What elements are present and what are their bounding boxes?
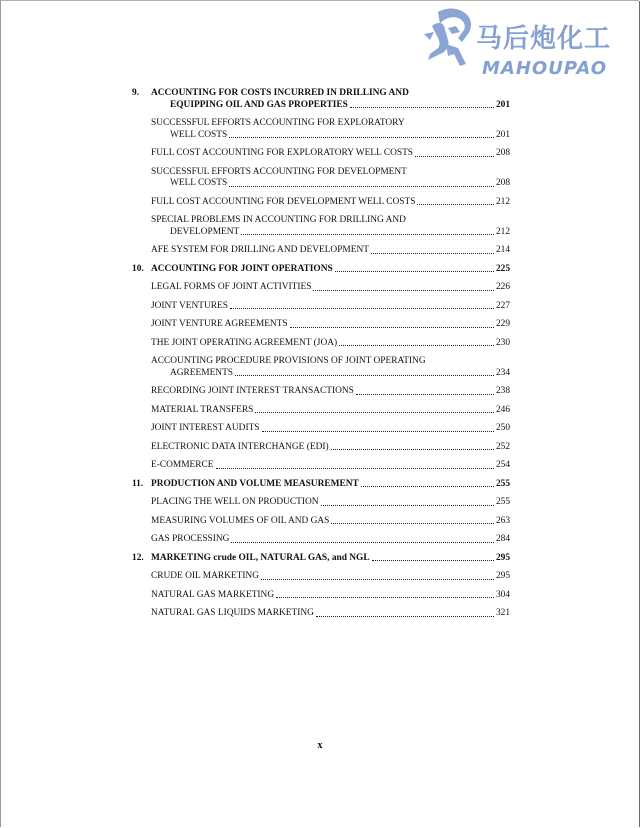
toc-line: [151, 148, 510, 160]
toc-section-entry: [132, 118, 510, 141]
entry-title: ACCOUNTING FOR JOINT OPERATIONS: [151, 263, 333, 274]
watermark-cn-text: 马后炮化工: [476, 24, 612, 54]
chapter-number: 10.: [132, 263, 144, 274]
toc-section-entry: [132, 590, 510, 602]
toc-line: [132, 88, 510, 100]
dot-leader: [261, 579, 494, 580]
toc-section-entry: [132, 356, 510, 379]
toc-section-entry: [132, 215, 510, 238]
toc-section-entry: [132, 405, 510, 417]
toc-line: [132, 553, 510, 565]
entry-title-continued: AGREEMENTS: [170, 367, 234, 378]
dot-leader: [255, 412, 494, 413]
entry-title: ACCOUNTING PROCEDURE PROVISIONS OF JOINT OPERATING: [151, 356, 426, 366]
dot-leader: [235, 375, 494, 376]
dot-leader: [313, 290, 494, 291]
toc-chapter-entry: [132, 553, 510, 565]
toc-line: [151, 460, 510, 472]
page-ref: 226: [495, 282, 510, 292]
page-ref: 201: [495, 99, 510, 110]
page-ref: 295: [495, 571, 510, 581]
page-ref: 304: [495, 589, 510, 600]
dot-leader: [372, 560, 494, 561]
entry-title: SUCCESSFUL EFFORTS ACCOUNTING FOR EXPLORATORY: [151, 118, 405, 128]
entry-title: PLACING THE WELL ON PRODUCTION: [151, 497, 319, 507]
toc-section-entry: [132, 571, 510, 583]
entry-title: MEASURING VOLUMES OF OIL AND GAS: [151, 515, 330, 526]
toc-section-entry: [132, 386, 510, 398]
page-ref: 255: [495, 478, 510, 489]
toc-section-entry: [132, 301, 510, 313]
toc-line: [151, 245, 510, 257]
dot-leader: [229, 137, 494, 138]
entry-title: FULL COST ACCOUNTING FOR DEVELOPMENT WELL COSTS: [151, 196, 416, 207]
dot-leader: [316, 616, 494, 617]
page-ref: 212: [495, 196, 510, 207]
page-ref: 234: [495, 367, 510, 378]
entry-title: JOINT VENTURE AGREEMENTS: [151, 319, 288, 329]
entry-title-continued: DEVELOPMENT: [170, 226, 240, 237]
toc-line: [151, 118, 510, 130]
page-ref: 208: [495, 148, 510, 158]
table-of-contents: [132, 88, 510, 627]
dot-leader: [290, 327, 494, 328]
toc-line: [151, 167, 510, 179]
entry-title: GAS PROCESSING: [151, 534, 230, 544]
toc-line: [151, 282, 510, 294]
chapter-number: 11.: [132, 478, 144, 489]
page-ref: 246: [495, 404, 510, 415]
toc-line: [151, 301, 510, 313]
toc-line: [151, 423, 510, 435]
page-ref: 230: [495, 337, 510, 348]
dot-leader: [371, 253, 494, 254]
entry-title: SPECIAL PROBLEMS IN ACCOUNTING FOR DRILLING AND: [151, 215, 406, 225]
toc-line: [151, 227, 510, 239]
entry-title: E-COMMERCE: [151, 460, 214, 470]
toc-line: [151, 215, 510, 227]
entry-title: CRUDE OIL MARKETING: [151, 571, 259, 581]
entry-title: JOINT VENTURES: [151, 300, 228, 311]
toc-line: [132, 264, 510, 276]
toc-line: [132, 100, 510, 112]
dot-leader: [361, 486, 494, 487]
dot-leader: [356, 394, 494, 395]
toc-section-entry: [132, 497, 510, 509]
entry-title: LEGAL FORMS OF JOINT ACTIVITIES: [151, 282, 312, 292]
page-ref: 321: [495, 608, 510, 618]
toc-section-entry: [132, 442, 510, 454]
page-ref: 254: [495, 460, 510, 470]
entry-title: ELECTRONIC DATA INTERCHANGE (EDI): [151, 441, 329, 452]
toc-line: [151, 534, 510, 546]
entry-title-continued: EQUIPPING OIL AND GAS PROPERTIES: [170, 99, 348, 110]
dot-leader: [321, 505, 494, 506]
page-ref: 295: [495, 552, 510, 563]
dot-leader: [417, 204, 494, 205]
entry-title: RECORDING JOINT INTEREST TRANSACTIONS: [151, 386, 354, 396]
toc-section-entry: [132, 423, 510, 435]
toc-line: [151, 356, 510, 368]
dot-leader: [231, 542, 494, 543]
entry-title: PRODUCTION AND VOLUME MEASUREMENT: [151, 478, 359, 489]
entry-title: THE JOINT OPERATING AGREEMENT (JOA): [151, 337, 338, 348]
dot-leader: [335, 271, 494, 272]
toc-line: [132, 479, 510, 491]
toc-line: [151, 338, 510, 350]
dot-leader: [216, 468, 494, 469]
toc-section-entry: [132, 319, 510, 331]
toc-line: [151, 608, 510, 620]
entry-title: NATURAL GAS LIQUIDS MARKETING: [151, 608, 314, 618]
page-ref: 252: [495, 441, 510, 452]
toc-section-entry: [132, 608, 510, 620]
page-ref: 227: [495, 300, 510, 311]
dot-leader: [229, 186, 494, 187]
toc-section-entry: [132, 282, 510, 294]
page-ref: 238: [495, 386, 510, 396]
dot-leader: [276, 597, 494, 598]
page-ref: 225: [495, 263, 510, 274]
dot-leader: [331, 449, 494, 450]
toc-chapter-entry: [132, 264, 510, 276]
page-ref: 255: [495, 497, 510, 507]
page-ref: 263: [495, 515, 510, 526]
watermark-en-text: MAHOUPAO: [482, 58, 608, 79]
entry-title: SUCCESSFUL EFFORTS ACCOUNTING FOR DEVELOPMENT: [151, 166, 407, 177]
page-ref: 284: [495, 534, 510, 544]
dot-leader: [339, 345, 494, 346]
toc-section-entry: [132, 534, 510, 546]
toc-section-entry: [132, 460, 510, 472]
entry-title-continued: WELL COSTS: [170, 178, 228, 188]
entry-title: MARKETING crude OIL, NATURAL GAS, and NGL: [151, 552, 370, 563]
toc-section-entry: [132, 167, 510, 190]
entry-title: JOINT INTEREST AUDITS: [151, 423, 260, 433]
chapter-number: 12.: [132, 552, 144, 563]
toc-chapter-entry: [132, 479, 510, 491]
dot-leader: [230, 308, 494, 309]
toc-section-entry: [132, 338, 510, 350]
dot-leader: [415, 156, 494, 157]
dot-leader: [350, 107, 494, 108]
page-ref: 229: [495, 319, 510, 329]
dot-leader: [331, 523, 494, 524]
toc-line: [151, 368, 510, 380]
toc-line: [151, 130, 510, 142]
toc-line: [151, 319, 510, 331]
toc-chapter-entry: [132, 88, 510, 111]
dot-leader: [262, 431, 494, 432]
entry-title-continued: WELL COSTS: [170, 129, 228, 140]
toc-line: [151, 442, 510, 454]
page-ref: 208: [495, 178, 510, 188]
watermark: [418, 4, 640, 82]
entry-title: AFE SYSTEM FOR DRILLING AND DEVELOPMENT: [151, 245, 369, 255]
page-ref: 214: [495, 245, 510, 255]
toc-line: [151, 386, 510, 398]
page-number: x: [317, 740, 323, 751]
chapter-number: 9.: [132, 88, 140, 98]
toc-line: [151, 197, 510, 209]
toc-section-entry: [132, 516, 510, 528]
toc-line: [151, 571, 510, 583]
entry-title: NATURAL GAS MARKETING: [151, 589, 275, 600]
entry-title: MATERIAL TRANSFERS: [151, 404, 254, 415]
page-ref: 212: [495, 226, 510, 237]
toc-section-entry: [132, 245, 510, 257]
toc-section-entry: [132, 197, 510, 209]
toc-line: [151, 405, 510, 417]
entry-title: FULL COST ACCOUNTING FOR EXPLORATORY WELL COSTS: [151, 148, 414, 158]
toc-line: [151, 590, 510, 602]
toc-line: [151, 516, 510, 528]
toc-line: [151, 497, 510, 509]
page-ref: 250: [495, 423, 510, 433]
toc-line: [151, 178, 510, 190]
toc-section-entry: [132, 148, 510, 160]
dot-leader: [241, 234, 494, 235]
page-ref: 201: [495, 129, 510, 140]
entry-title: ACCOUNTING FOR COSTS INCURRED IN DRILLING AND: [151, 88, 409, 98]
